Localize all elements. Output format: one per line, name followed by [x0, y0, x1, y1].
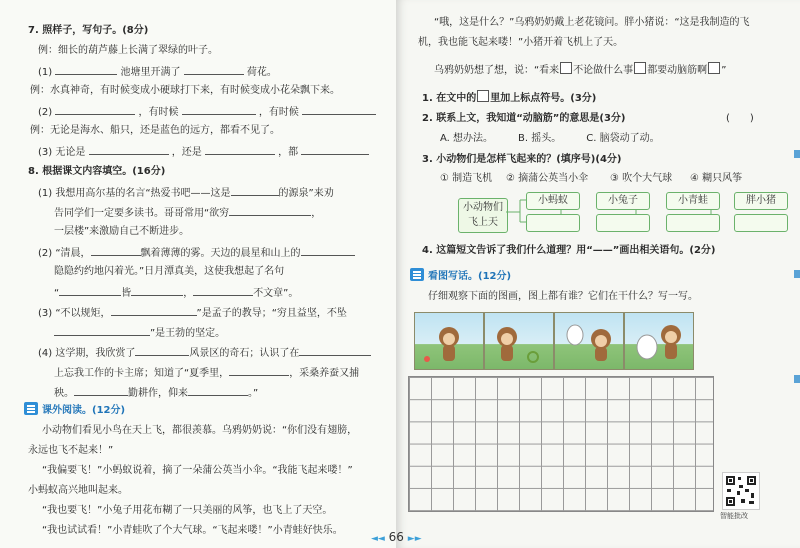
answer-blank[interactable]: [188, 385, 248, 396]
flow-item: 胖小猪: [734, 192, 788, 210]
answer-blank[interactable]: [299, 345, 371, 356]
q8-line: 隐隐约约地闪着光。”日月潭真美，这使我想起了名句: [54, 266, 285, 277]
monkey-and-goose-illustration: [555, 313, 623, 369]
text: ，都: [278, 147, 299, 158]
q8-line: 一层楼”来激励自己不断进步。: [54, 226, 190, 237]
text: 不文章”。: [253, 288, 299, 299]
q8-line: [38, 345, 371, 360]
edge-tab: [794, 375, 800, 383]
q3-option: ③ 吹个大气球: [610, 173, 673, 184]
text: 看图写话。(12分): [428, 271, 512, 282]
item-number: (2): [38, 107, 53, 118]
writing-grid[interactable]: [408, 376, 714, 512]
answer-paren[interactable]: ( ): [726, 113, 754, 124]
text: ，还是: [171, 147, 202, 158]
text: ”是孟子的教导；“穷且益坚，不坠: [196, 308, 347, 319]
flow-item: 小青蛙: [666, 192, 720, 210]
reading-paragraph: 小动物们看见小鸟在天上飞，都很羡慕。乌鸦奶奶说：“你们没有翅膀，: [42, 425, 358, 436]
q8-line: [54, 285, 298, 300]
left-page: [0, 0, 396, 548]
q8-line: [38, 305, 347, 320]
page-number: [371, 530, 422, 544]
q7-item-1: [38, 64, 277, 79]
q8-line: [54, 325, 225, 340]
q3-option: ① 制造飞机: [440, 173, 493, 184]
text: ，有时候: [258, 107, 299, 118]
flow-answer-box[interactable]: [666, 214, 720, 232]
q8-line: [38, 245, 355, 260]
section-icon: [24, 402, 38, 415]
item-number: (1): [38, 67, 53, 78]
answer-blank[interactable]: [89, 144, 169, 155]
text: 池塘里开满了: [120, 67, 181, 78]
answer-blank[interactable]: [229, 205, 311, 216]
reading-paragraph: 永远也飞不起来！”: [28, 445, 114, 456]
q7-example-2: 例：水真神奇，有时候变成小硬球打下来，有时候变成小花朵飘下来。: [30, 85, 340, 96]
question-2-options: A. 想办法。 B. 摇头。 C. 脑袋动了动。: [440, 133, 660, 144]
q7-title: 7. 照样子，写句子。(8分): [28, 25, 149, 36]
text: 告同学们一定要多读书。哥哥常用“欲穷: [54, 208, 230, 219]
edge-tab: [794, 150, 800, 158]
reading-paragraph: “哦，这是什么？”乌鸦奶奶戴上老花镜问。胖小猪说：“这是我制造的飞: [434, 17, 750, 28]
text: 风景区的奇石；认识了在: [189, 348, 300, 359]
answer-blank[interactable]: [301, 245, 355, 256]
text: ”: [721, 65, 727, 76]
text: 1. 在文中的: [422, 93, 477, 104]
monkey-and-goose-illustration: [625, 313, 693, 369]
q8-line: [54, 365, 359, 380]
reading-paragraph: “我偏要飞！”小蚂蚁说着，摘了一朵蒲公英当小伞。“我能飞起来喽！”: [42, 465, 353, 476]
answer-blank[interactable]: [59, 285, 121, 296]
q3-option: ② 摘蒲公英当小伞: [506, 173, 589, 184]
monkey-illustration: [415, 313, 483, 369]
q8-title: 8. 根据课文内容填空。(16分): [28, 166, 166, 177]
flow-item: 小兔子: [596, 192, 650, 210]
section-icon: [410, 268, 424, 281]
text: ，采桑养蚕又捕: [289, 368, 360, 379]
q8-line: [54, 385, 258, 400]
reading-paragraph: [434, 62, 726, 77]
comic-panel-4: [624, 312, 694, 370]
question-3: 3. 小动物们是怎样飞起来的？(填序号)(4分): [422, 154, 622, 165]
page-number-text: 66: [388, 530, 404, 544]
flow-start-label: 小动物们飞上天: [458, 198, 508, 233]
text: 里加上标点符号。(3分): [490, 93, 597, 104]
answer-blank[interactable]: [111, 305, 197, 316]
answer-blank[interactable]: [182, 104, 256, 115]
text: 上忘我工作的卡主席；知道了“夏季里，: [54, 368, 230, 379]
question-2: 2. 联系上文，我知道“动脑筋”的意思是(3分): [422, 113, 626, 124]
q7-example-1: 例：细长的葫芦藤上长满了翠绿的叶子。: [38, 45, 218, 56]
text: (3) “不以规矩，: [38, 308, 111, 319]
flow-answer-box[interactable]: [596, 214, 650, 232]
reading-paragraph: 机，我也能飞起来喽！”小猪开着飞机上了天。: [418, 37, 624, 48]
comic-panel-1: [414, 312, 484, 370]
answer-blank[interactable]: [131, 285, 183, 296]
answer-blank[interactable]: [54, 325, 150, 336]
text: ，: [183, 288, 194, 299]
q3-option: ④ 糊只风筝: [690, 173, 743, 184]
q8-line: [54, 205, 321, 220]
text: 勤耕作，仰来: [128, 388, 188, 399]
text: 不论做什么事: [573, 65, 634, 76]
punctuation-box[interactable]: [560, 62, 572, 74]
answer-blank[interactable]: [184, 64, 244, 75]
answer-blank[interactable]: [135, 345, 189, 356]
reading-paragraph: “我也要飞！”小兔子用花布糊了一只美丽的风筝，也飞上了天空。: [42, 505, 333, 516]
punctuation-box[interactable]: [634, 62, 646, 74]
text: 皆: [121, 288, 132, 299]
answer-blank[interactable]: [193, 285, 253, 296]
q7-example-3: 例：无论是海水、船只，还是蓝色的远方，都看不见了。: [30, 125, 280, 136]
section-3-heading: [410, 268, 511, 283]
section-2-heading: [24, 402, 125, 417]
text: 都要动脑筋啊: [647, 65, 708, 76]
text: ，: [311, 208, 322, 219]
text: “: [54, 288, 60, 299]
comic-panel-3: [554, 312, 624, 370]
text: 秧。: [54, 388, 74, 399]
prev-arrow-icon: ◄◄: [371, 534, 385, 544]
qr-caption: 智能批改: [720, 512, 748, 520]
text: 课外阅读。(12分): [42, 405, 126, 416]
text: 乌鸦奶奶想了想，说：“看来: [434, 65, 560, 76]
punctuation-box-sample: [477, 90, 489, 102]
q8-line: [38, 185, 334, 200]
text: 。”: [248, 388, 259, 399]
question-4: 4. 这篇短文告诉了我们什么道理？用“——”画出相关语句。(2分): [422, 245, 716, 256]
qr-pattern: [723, 473, 759, 509]
question-1: [422, 90, 596, 105]
flow-item: 小蚂蚁: [526, 192, 580, 210]
reading-paragraph: 小蚂蚁高兴地叫起来。: [28, 485, 128, 496]
section-3-prompt: 仔细观察下面的图画，图上都有谁？它们在干什么？写一写。: [428, 291, 698, 302]
flow-answer-box[interactable]: [734, 214, 788, 232]
q7-item-2: [38, 104, 376, 119]
text: (1) 我想用高尔基的名言“热爱书吧——这是: [38, 188, 231, 199]
q7-item-3: [38, 144, 369, 159]
text: (2) “清晨，: [38, 248, 91, 259]
edge-tab: [794, 270, 800, 278]
reading-paragraph: “我也试试看！”小青蛙吹了个大气球。“飞起来喽！”小青蛙好快乐。: [42, 525, 343, 536]
answer-blank[interactable]: [302, 104, 376, 115]
answer-blank[interactable]: [55, 64, 117, 75]
text: ”是王勃的坚定。: [150, 328, 226, 339]
answer-blank[interactable]: [301, 144, 369, 155]
qr-code-icon: [722, 472, 760, 510]
answer-blank[interactable]: [229, 365, 289, 376]
answer-blank[interactable]: [91, 245, 141, 256]
answer-blank[interactable]: [74, 385, 128, 396]
text: 飘着薄薄的雾。天边的晨星和山上的: [140, 248, 301, 259]
answer-blank[interactable]: [205, 144, 275, 155]
punctuation-box[interactable]: [708, 62, 720, 74]
text: ，有时候: [138, 107, 179, 118]
flow-answer-box[interactable]: [526, 214, 580, 232]
answer-blank[interactable]: [55, 104, 135, 115]
text: 的源泉”来劝: [278, 188, 334, 199]
comic-panel-2: [484, 312, 554, 370]
next-arrow-icon: ►►: [407, 534, 422, 544]
text: 荷花。: [246, 67, 277, 78]
monkey-illustration: [485, 313, 553, 369]
text: (3) 无论是: [38, 147, 86, 158]
answer-blank[interactable]: [231, 185, 279, 196]
text: (4) 这学期，我欣赏了: [38, 348, 136, 359]
